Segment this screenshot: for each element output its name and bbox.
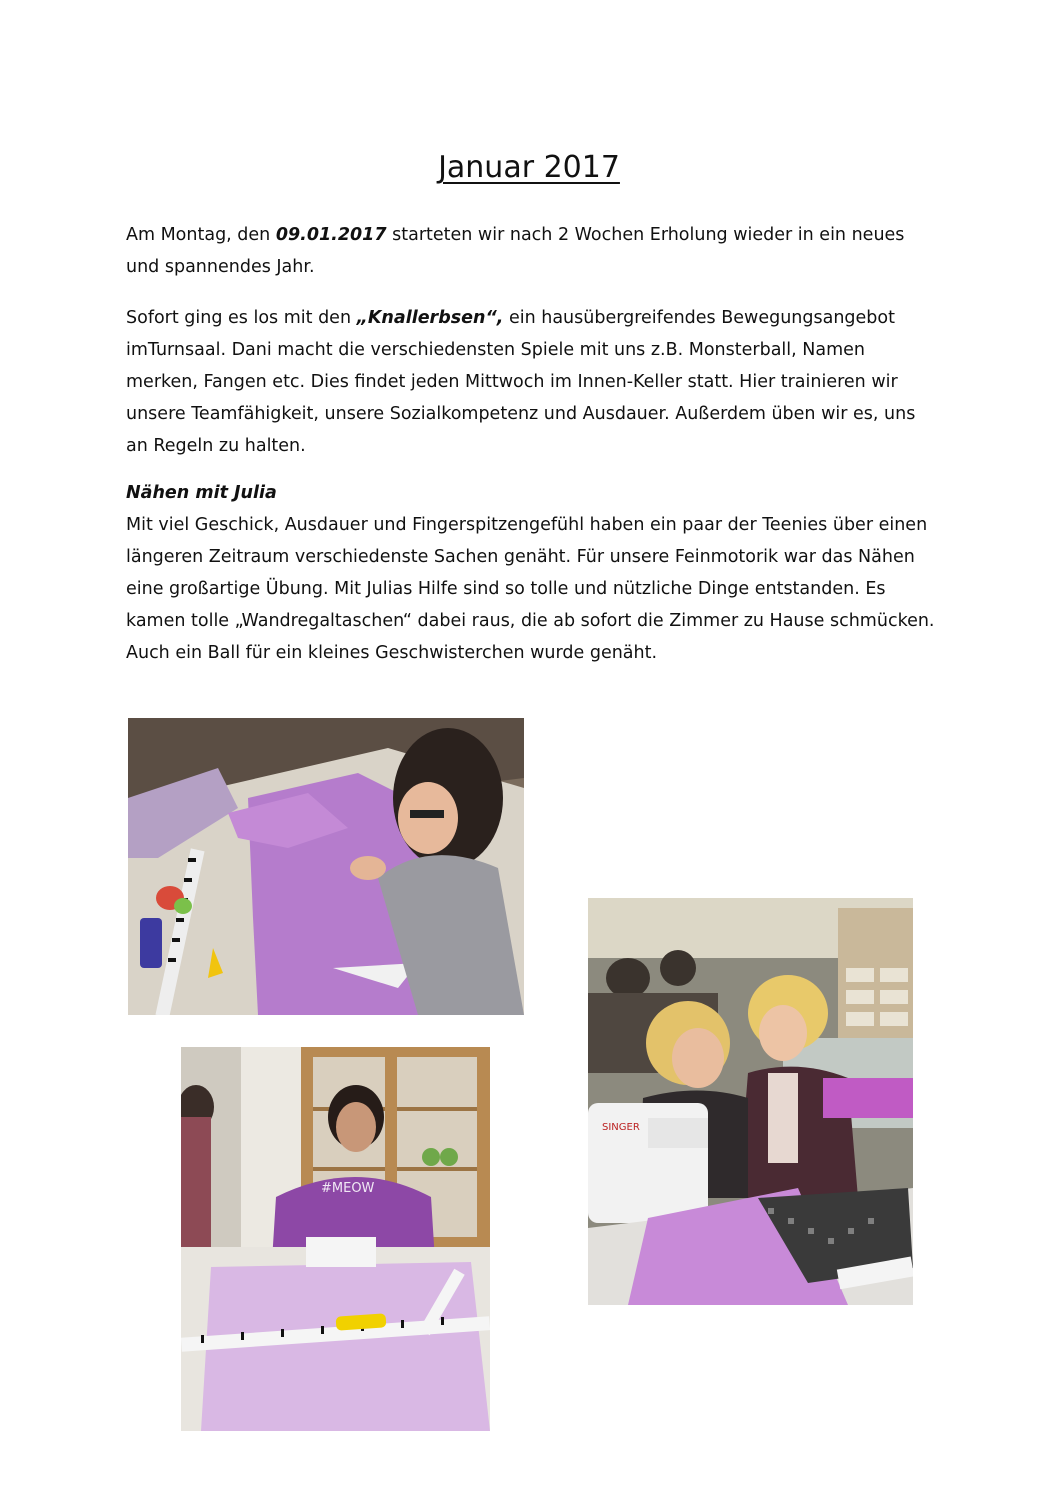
intro-text-after: starteten wir nach 2 Wochen Erholung wieder in ein neues und spannendes Jahr. <box>126 225 905 277</box>
sewing-heading: Nähen mit Julia <box>126 483 277 503</box>
photo-sewing-machine <box>588 898 913 1305</box>
page-title: Januar 2017 <box>438 150 620 185</box>
hoodie-print: #MEOW <box>321 1181 375 1196</box>
photo-girl-meow-hoodie <box>181 1047 490 1431</box>
sewing-body: Mit viel Geschick, Ausdauer und Fingerspitzengefühl haben ein paar der Teenies über einen längeren Zeitraum verschiedenste Sachen genäht. Für unsere Feinmotorik war das Nähen eine großartige Übung. Mit Julias Hilfe sind so tolle und nützliche Dinge entstanden. Es kamen tolle „Wandregaltaschen“ dabei raus, die ab sofort die Zimmer zu Hause schmücken. Auch ein Ball für ein kleines Geschwisterchen wurde genäht. <box>126 515 935 663</box>
sewing-paragraph <box>126 477 936 669</box>
intro-date: 09.01.2017 <box>275 225 387 245</box>
photo-girl-cutting-fabric <box>128 718 524 1015</box>
knallerbsen-text-before: Sofort ging es los mit den <box>126 308 357 328</box>
knallerbsen-paragraph <box>126 302 936 462</box>
knallerbsen-name: „Knallerbsen“, <box>356 308 504 328</box>
intro-text-before: Am Montag, den <box>126 225 276 245</box>
knallerbsen-text-after: ein hausübergreifendes Bewegungsangebot imTurnsaal. Dani macht die verschiedensten Spiele mit uns z.B. Monsterball, Namen merken, Fangen etc. Dies findet jeden Mittwoch im Innen-Keller statt. Hier trainieren wir unsere Teamfähigkeit, unsere Sozialkompetenz und Ausdauer. Außerdem üben wir es, uns an Regeln zu halten. <box>126 308 916 456</box>
intro-paragraph <box>126 219 936 283</box>
machine-brand-label: SINGER <box>602 1122 640 1133</box>
